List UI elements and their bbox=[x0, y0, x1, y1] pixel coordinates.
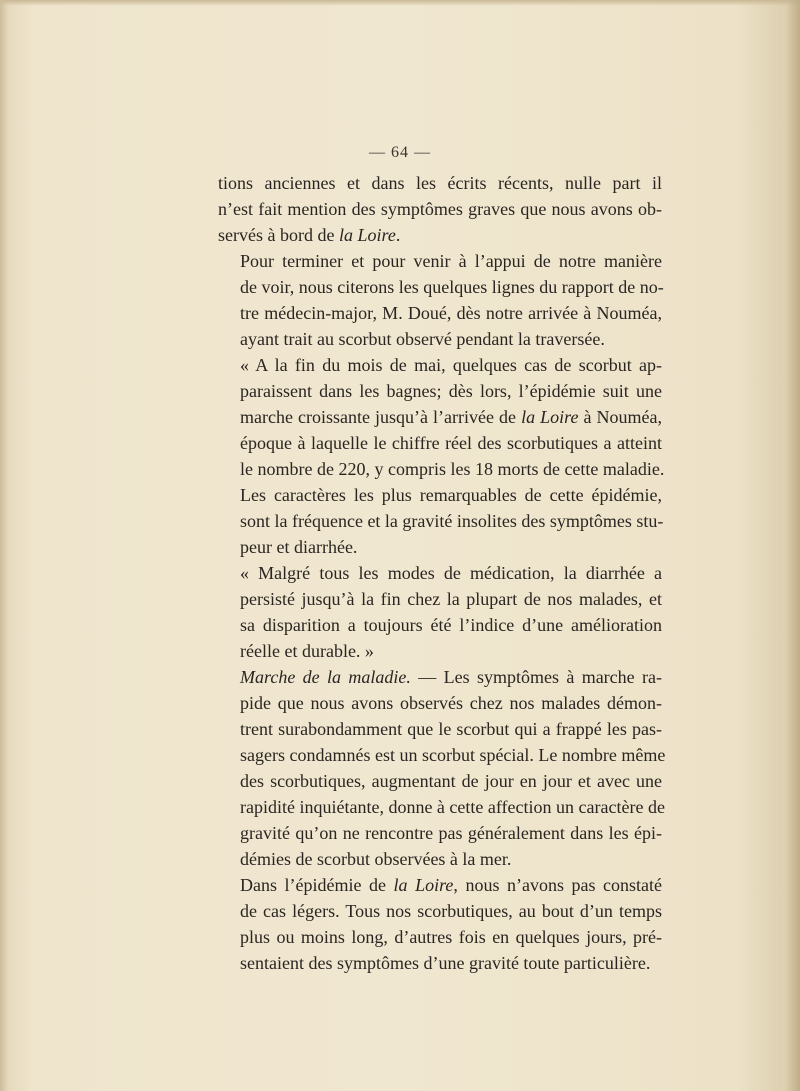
text-line: de cas légers. Tous nos scorbutiques, au bout d’un temps bbox=[240, 901, 662, 921]
text-line: rapidité inquiétante, donne à cette affection un caractère de bbox=[240, 797, 665, 817]
paragraph bbox=[218, 170, 662, 248]
text-line: sentaient des symptômes d’une gravité toute particulière. bbox=[240, 953, 651, 973]
text-line: gravité qu’on ne rencontre pas généralement dans les épi- bbox=[240, 823, 662, 843]
text-line: de voir, nous citerons les quelques lignes du rapport de no- bbox=[240, 277, 664, 297]
body-text bbox=[218, 170, 666, 976]
text-line: sont la fréquence et la gravité insolites des symptômes stu- bbox=[240, 511, 664, 531]
paragraph bbox=[218, 872, 662, 976]
paragraph bbox=[218, 248, 662, 352]
text-line: des scorbutiques, augmentant de jour en jour et avec une bbox=[240, 771, 662, 791]
text-line: pide que nous avons observés chez nos malades démon- bbox=[240, 693, 662, 713]
page-number: — 64 — bbox=[369, 144, 431, 161]
text-line: Dans l’épidémie de la Loire, nous n’avons pas constaté bbox=[240, 875, 663, 895]
text-line: époque à laquelle le chiffre réel des scorbutiques a atteint bbox=[240, 433, 662, 453]
text-line: Les caractères les plus remarquables de cette épidémie, bbox=[240, 485, 662, 505]
text-line: réelle et durable. » bbox=[240, 641, 374, 661]
text-line: sagers condamnés est un scorbut spécial. Le nombre même bbox=[240, 745, 666, 765]
page-edge-left bbox=[0, 0, 8, 1091]
text-line: marche croissante jusqu’à l’arrivée de la Loire à Nouméa, bbox=[240, 407, 662, 427]
text-line: servés à bord de la Loire. bbox=[218, 225, 401, 245]
text-line: le nombre de 220, y compris les 18 morts de cette maladie. bbox=[240, 459, 665, 479]
text-line: paraissent dans les bagnes; dès lors, l’épidémie suit une bbox=[240, 381, 662, 401]
text-line: Marche de la maladie. — Les symptômes à marche ra- bbox=[240, 667, 662, 687]
paragraph bbox=[218, 560, 662, 664]
paragraph bbox=[218, 664, 666, 872]
text-line: tre médecin-major, M. Doué, dès notre arrivée à Nouméa, bbox=[240, 303, 662, 323]
page-edge-right bbox=[786, 0, 800, 1091]
text-line: « Malgré tous les modes de médication, la diarrhée a bbox=[240, 563, 662, 583]
text-line: plus ou moins long, d’autres fois en quelques jours, pré- bbox=[240, 927, 662, 947]
text-line: tions anciennes et dans les écrits récents, nulle part il bbox=[218, 173, 662, 193]
text-line: démies de scorbut observées à la mer. bbox=[240, 849, 512, 869]
text-line: n’est fait mention des symptômes graves que nous avons ob- bbox=[218, 199, 662, 219]
text-line: ayant trait au scorbut observé pendant la traversée. bbox=[240, 329, 605, 349]
page-edge-top bbox=[0, 0, 800, 6]
paragraph bbox=[218, 352, 665, 560]
text-line: « A la fin du mois de mai, quelques cas de scorbut ap- bbox=[240, 355, 662, 375]
text-line: peur et diarrhée. bbox=[240, 537, 358, 557]
text-line: Pour terminer et pour venir à l’appui de notre manière bbox=[240, 251, 662, 271]
text-line: persisté jusqu’à la fin chez la plupart de nos malades, et bbox=[240, 589, 662, 609]
text-line: trent surabondamment que le scorbut qui a frappé les pas- bbox=[240, 719, 662, 739]
text-line: sa disparition a toujours été l’indice d’une amélioration bbox=[240, 615, 662, 635]
